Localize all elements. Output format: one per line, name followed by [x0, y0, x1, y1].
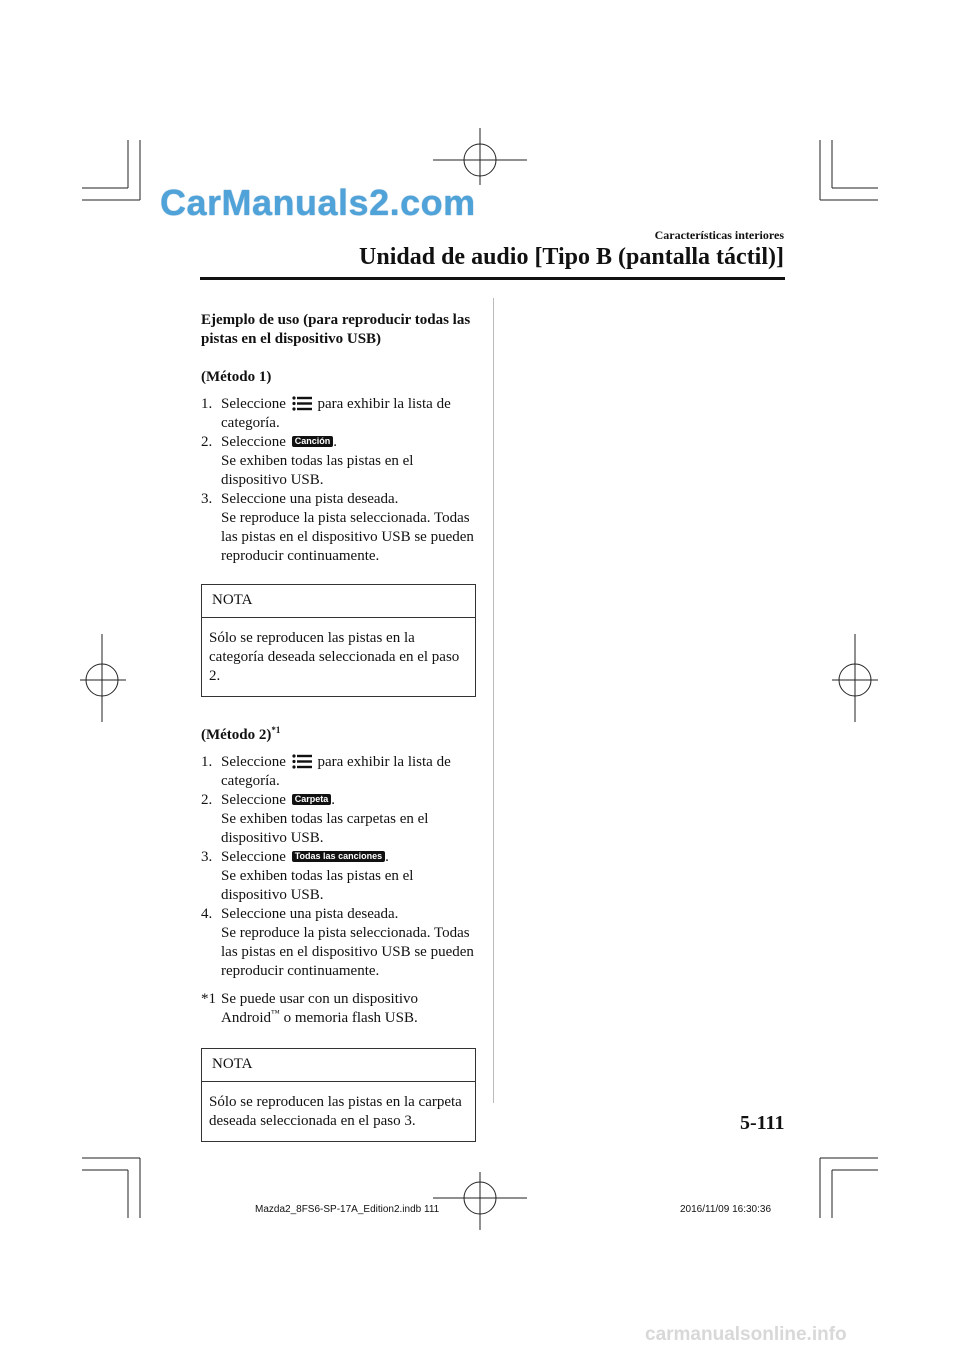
step-punct: . [333, 434, 337, 450]
note-body: Sólo se reproducen las pistas en la carpeta deseada seleccionada en el paso 3. [209, 1094, 462, 1129]
cancion-button-graphic: Canción [292, 436, 334, 447]
footnote-mark: *1 [201, 991, 216, 1007]
step-number: 2. [201, 434, 213, 450]
step-punct: . [385, 849, 389, 865]
footer-timestamp: 2016/11/09 16:30:36 [680, 1204, 772, 1215]
note-title: NOTA [202, 585, 475, 618]
note-body: Sólo se reproducen las pistas en la categoría deseada seleccionada en el paso 2. [209, 630, 460, 684]
carpeta-button-graphic: Carpeta [292, 794, 332, 805]
step-detail: Se reproduce la pista seleccionada. Todas las pistas en el dispositivo USB se pueden reproducir continuamente. [221, 510, 474, 564]
watermark-logo: CarManuals2.com [160, 182, 476, 223]
note-box-1 [201, 584, 476, 697]
method2-title [201, 726, 476, 745]
step-number: 2. [201, 792, 213, 808]
step-text: Seleccione [221, 754, 286, 770]
step-text: Seleccione [221, 434, 286, 450]
step-number: 1. [201, 396, 213, 412]
method2-step-1 [201, 753, 476, 791]
step-number: 3. [201, 491, 213, 507]
note-box-2 [201, 1048, 476, 1142]
column-divider [493, 298, 494, 1103]
step-text: para exhibir la lista de categoría. [221, 754, 451, 789]
method2-title-text: (Método 2) [201, 727, 272, 743]
footnote [201, 990, 476, 1028]
header-rule [200, 277, 785, 280]
page-number: 5-111 [740, 1112, 785, 1134]
step-text: para exhibir la lista de categoría. [221, 396, 451, 431]
example-heading: Ejemplo de uso (para reproducir todas las pistas en el dispositivo USB) [201, 312, 471, 347]
method1-title: (Método 1) [201, 369, 272, 385]
footnote-text: Se puede usar con un dispositivo Android [221, 991, 419, 1026]
step-text: Seleccione una pista deseada. [221, 906, 399, 922]
method2-step-3 [201, 848, 476, 905]
step-detail: Se exhiben todas las carpetas en el dispositivo USB. [221, 811, 429, 846]
note-title: NOTA [202, 1049, 475, 1082]
step-detail: Se exhiben todas las pistas en el dispositivo USB. [221, 453, 414, 488]
todas-las-canciones-button-graphic: Todas las canciones [292, 851, 385, 862]
page-title: Unidad de audio [Tipo B (pantalla táctil)] [359, 244, 784, 270]
step-number: 3. [201, 849, 213, 865]
step-text: Seleccione [221, 792, 286, 808]
method1-step-3 [201, 490, 476, 566]
method2-step-2 [201, 791, 476, 848]
step-text: Seleccione [221, 849, 286, 865]
trademark-symbol: ™ [271, 1008, 280, 1018]
list-icon [292, 396, 312, 411]
method2-step-4 [201, 905, 476, 981]
step-text: Seleccione [221, 396, 286, 412]
method1-step-1 [201, 395, 476, 433]
main-column [201, 311, 476, 1142]
step-number: 4. [201, 906, 213, 922]
list-icon [292, 754, 312, 769]
footnote-ref: *1 [271, 725, 281, 735]
step-detail: Se exhiben todas las pistas en el dispositivo USB. [221, 868, 414, 903]
watermark-footer: carmanualsonline.info [645, 1324, 847, 1345]
footer-filename: Mazda2_8FS6-SP-17A_Edition2.indb 111 [255, 1204, 440, 1215]
section-label: Características interiores [654, 228, 784, 242]
step-detail: Se reproduce la pista seleccionada. Todas las pistas en el dispositivo USB se pueden reproducir continuamente. [221, 925, 474, 979]
step-punct: . [331, 792, 335, 808]
footnote-text-end: o memoria flash USB. [279, 1010, 418, 1026]
method1-step-2 [201, 433, 476, 490]
step-text: Seleccione una pista deseada. [221, 491, 399, 507]
step-number: 1. [201, 754, 213, 770]
